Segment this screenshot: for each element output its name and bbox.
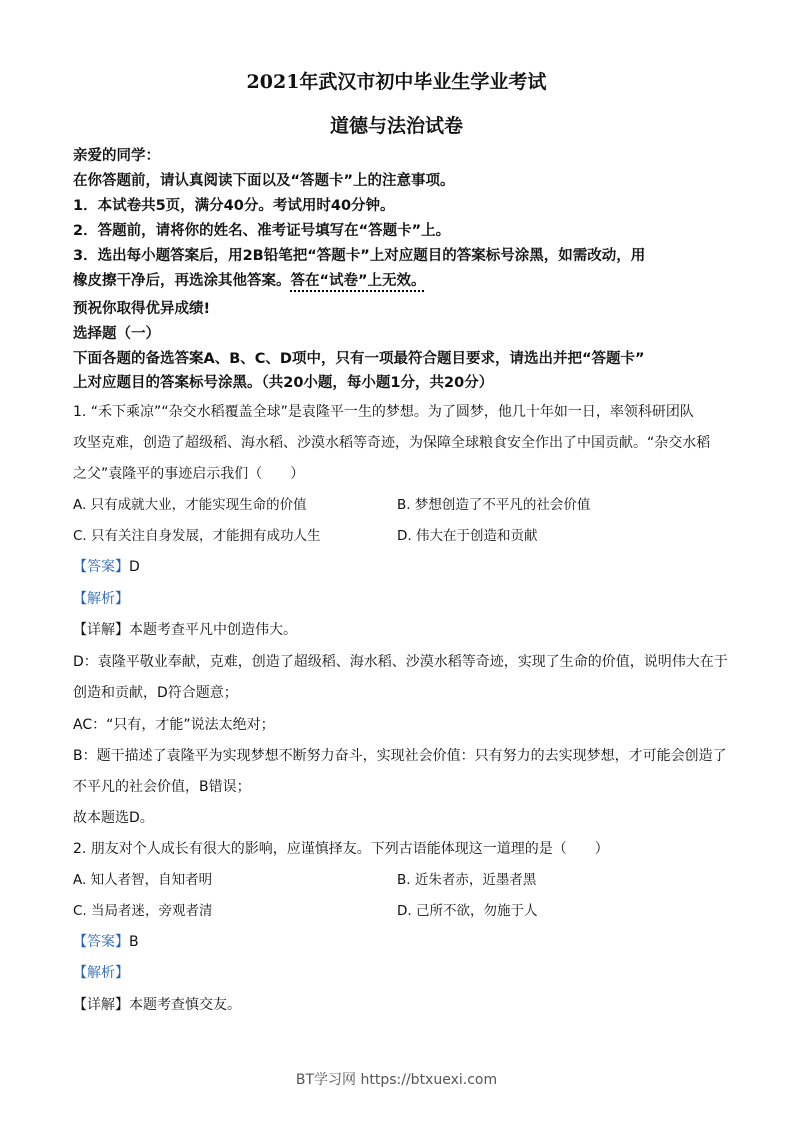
good-luck-text: 预祝你取得优异成绩!	[73, 301, 211, 317]
q2-option-c: C. 当局者迷，旁观者清	[73, 903, 213, 919]
q1-detail-line6: 不平凡的社会价值，B错误；	[73, 779, 251, 795]
notice-2: 2．答题前，请将你的姓名、准考证号填写在“答题卡”上。	[73, 223, 451, 239]
intro-lead: 在你答题前，请认真阅读下面以及“答题卡”上的注意事项。	[73, 173, 455, 189]
q1-detail-line5: B：题干描述了袁隆平为实现梦想不断努力奋斗，实现社会价值：只有努力的去实现梦想，才可能会创造了	[73, 748, 727, 764]
q2-answer-value: B	[129, 934, 139, 950]
answer-tag: 【答案】	[73, 559, 129, 575]
exam-title: 2021年武汉市初中毕业生学业考试	[246, 71, 547, 93]
q1-stem-line1: 1. “禾下乘凉”“杂交水稻覆盖全球”是袁隆平一生的梦想。为了圆梦，他几十年如一日，率领科研团队	[73, 404, 694, 420]
q1-detail-line1: 【详解】本题考查平凡中创造伟大。	[73, 622, 297, 638]
q1-option-d: D. 伟大在于创造和贡献	[397, 528, 538, 544]
q2-detail-line1: 【详解】本题考查慎交友。	[73, 997, 241, 1013]
q1-stem-line2: 攻坚克难，创造了超级稻、海水稻、沙漠水稻等奇迹，为保障全球粮食安全作出了中国贡献。“杂交水稻	[73, 435, 711, 451]
q1-option-a: A. 只有成就大业，才能实现生命的价值	[73, 497, 307, 513]
q1-answer-value: D	[129, 559, 140, 575]
q1-detail-line7: 故本题选D。	[73, 810, 154, 826]
greeting: 亲爱的同学：	[73, 148, 160, 164]
notice-3-line1: 3．选出每小题答案后，用2B铅笔把“答题卡”上对应题目的答案标号涂黑，如需改动，用	[73, 248, 646, 264]
section-title: 选择题（一）	[73, 326, 160, 342]
exam-subtitle: 道德与法治试卷	[329, 115, 463, 137]
q2-analysis-tag: 【解析】	[73, 965, 129, 981]
answer-tag: 【答案】	[73, 934, 129, 950]
q1-answer	[73, 557, 140, 577]
notice-3-text: 橡皮擦干净后，再选涂其他答案。	[73, 273, 291, 289]
footer-watermark: BT学习网 https://btxuexi.com	[295, 1072, 498, 1088]
q1-detail-line2: D：袁隆平敬业奉献，克难，创造了超级稻、海水稻、沙漠水稻等奇迹，实现了生命的价值，说明伟大在于	[73, 654, 728, 670]
q1-stem-line3: 之父”袁隆平的事迹启示我们（ ）	[73, 466, 305, 482]
section-instructions-line1: 下面各题的备选答案A、B、C、D项中，只有一项最符合题目要求，请选出并把“答题卡”	[73, 351, 645, 367]
q1-option-c: C. 只有关注自身发展，才能拥有成功人生	[73, 528, 321, 544]
notice-3-line2	[73, 271, 426, 291]
q2-stem-line1: 2. 朋友对个人成长有很大的影响，应谨慎择友。下列古语能体现这一道理的是（ ）	[73, 841, 609, 857]
notice-3-emphasis: 答在“试卷”上无效。	[290, 273, 426, 289]
q1-option-b: B. 梦想创造了不平凡的社会价值	[397, 497, 591, 513]
section-instructions-line2: 上对应题目的答案标号涂黑。（共20小题，每小题1分，共20分）	[73, 375, 494, 391]
q2-option-d: D. 己所不欲，勿施于人	[397, 903, 538, 919]
q2-option-a: A. 知人者智，自知者明	[73, 872, 213, 888]
q2-answer	[73, 932, 139, 952]
q1-detail-line3: 创造和贡献，D符合题意；	[73, 685, 238, 701]
q1-detail-line4: AC：“只有，才能”说法太绝对；	[73, 717, 275, 733]
q1-analysis-tag: 【解析】	[73, 591, 129, 607]
q2-option-b: B. 近朱者赤，近墨者黑	[397, 872, 537, 888]
notice-1: 1．本试卷共5页，满分40分。考试用时40分钟。	[73, 198, 395, 214]
